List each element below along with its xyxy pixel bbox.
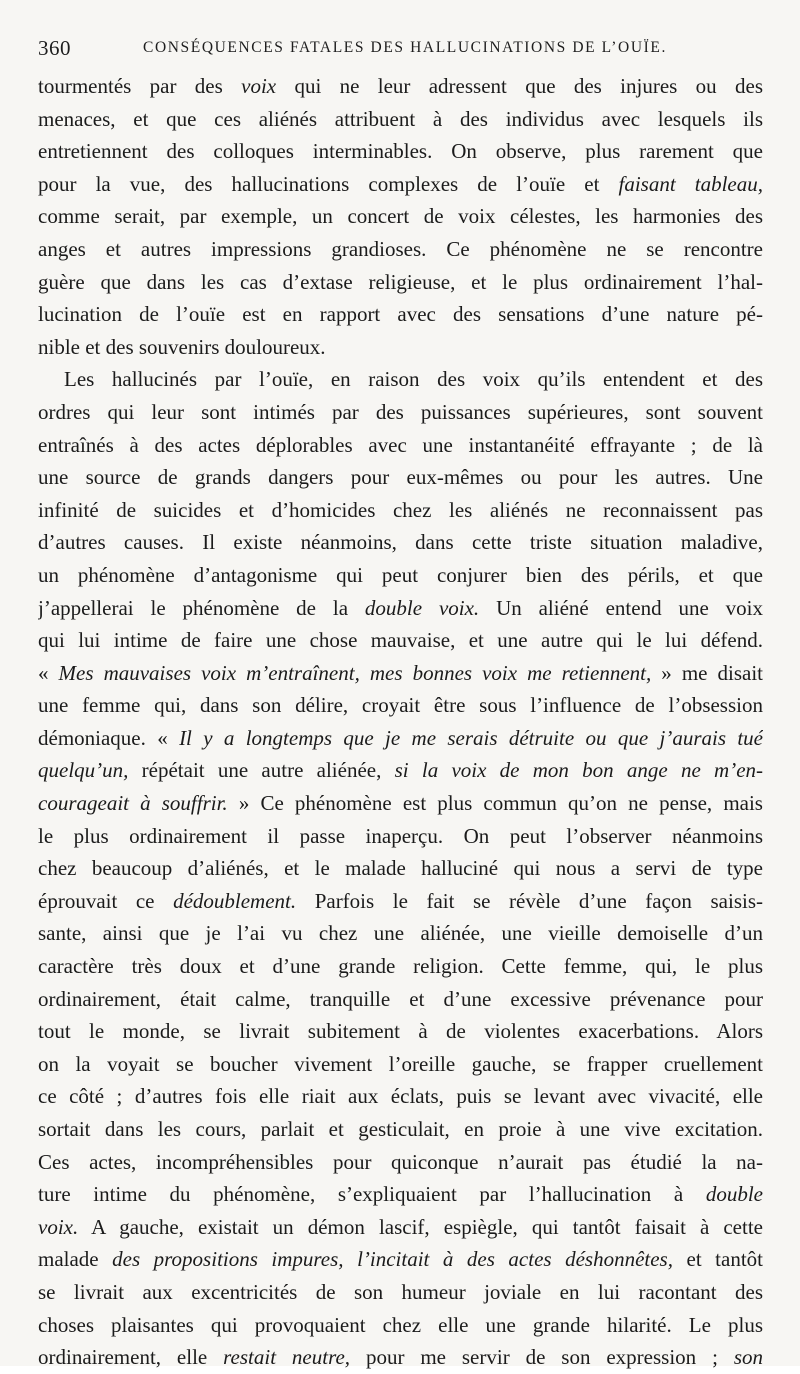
page-number: 360 [38, 36, 71, 60]
text-run: comme serait, par exemple, un concert de voix célestes, les harmonies des [38, 204, 763, 229]
text-line [38, 135, 763, 168]
text-line [38, 852, 763, 885]
text-run: tourmentés par des [38, 74, 242, 98]
text-run: une femme qui, dans son délire, croyait être sous l’influence de l’obsession [38, 693, 763, 718]
running-header [38, 36, 763, 66]
text-run: tout le monde, se livrait subitement à de violentes exacerbations. Alors [38, 1019, 763, 1044]
text-run: ce côté ; d’autres fois elle riait aux éclats, puis se levant avec vivacité, elle [38, 1084, 763, 1109]
text-run: pour me servir de son expression ; [350, 1345, 734, 1370]
text-run: « [38, 660, 59, 685]
text-run: et tantôt [672, 1247, 763, 1272]
text-line [38, 592, 763, 625]
text-run: sante, ainsi que je l’ai vu chez une aliénée, une vieille demoiselle d’un [38, 921, 763, 946]
text-run: répétait une autre aliénée, [128, 758, 395, 783]
text-run: Un aliéné entend une voix [479, 595, 763, 620]
text-line [38, 722, 763, 755]
italic-text: quelqu’un, [38, 758, 129, 783]
text-line [38, 1146, 763, 1179]
text-run: qui lui intime de faire une chose mauvaise, et une autre qui le lui défend. [38, 628, 763, 653]
text-line [38, 1309, 763, 1342]
text-run: menaces, et que ces aliénés attribuent à des individus avec lesquels ils [38, 106, 763, 131]
italic-text: des propositions impures, l’incitait à des actes déshonnêtes, [112, 1247, 673, 1272]
text-line [38, 70, 763, 103]
text-line [38, 1080, 763, 1113]
text-run: éprouvait ce [38, 888, 174, 913]
text-run: sortait dans les cours, parlait et gesticulait, en proie à une vive excitation. [38, 1117, 763, 1141]
text-line [38, 363, 763, 396]
text-run: » Ce phénomène est plus commun qu’on ne pense, mais [227, 791, 763, 816]
text-line [38, 689, 763, 722]
text-run: caractère très doux et d’une grande religion. Cette femme, qui, le plus [38, 954, 763, 979]
italic-text: dédoublement. [173, 888, 297, 913]
text-run: j’appellerai le phénomène de la [38, 595, 365, 620]
text-run: le plus ordinairement il passe inaperçu. On peut l’observer néanmoins [38, 823, 763, 848]
italic-text: Il y a longtemps que je me serais détruite ou que j’aurais tué [179, 725, 763, 750]
text-line [38, 1276, 763, 1309]
text-run: qui ne leur adressent que des injures ou des [276, 74, 763, 98]
text-line [38, 624, 763, 657]
text-line [38, 885, 763, 918]
text-run: un phénomène d’antagonisme qui peut conjurer bien des périls, et que [38, 562, 763, 587]
text-line [38, 266, 763, 299]
text-run: lucination de l’ouïe est en rapport avec des sensations d’une nature pé- [38, 302, 763, 327]
text-run: d’autres causes. Il existe néanmoins, dans cette triste situation maladive, [38, 530, 763, 555]
text-run: Les hallucinés par l’ouïe, en raison des voix qu’ils entendent et des [64, 367, 763, 392]
text-line [38, 1341, 763, 1374]
italic-text: voix [241, 74, 277, 98]
italic-text: courageait à souffrir. [38, 791, 228, 816]
body-text [38, 70, 763, 1374]
text-line [38, 298, 763, 331]
text-line [38, 917, 763, 950]
text-run: démoniaque. « [38, 725, 180, 750]
italic-text: double voix. [364, 595, 480, 620]
text-run: Parfois le fait se révèle d’une façon saisis- [296, 888, 763, 913]
text-run: choses plaisantes qui provoquaient chez elle une grande hilarité. Le plus [38, 1312, 763, 1337]
italic-text: voix. [38, 1214, 79, 1239]
text-run: malade [38, 1247, 113, 1272]
text-line [38, 657, 763, 690]
text-line [38, 1211, 763, 1244]
italic-text: restait neutre, [223, 1345, 351, 1370]
text-line [38, 494, 763, 527]
text-run: ordinairement, elle [38, 1345, 224, 1370]
text-line [38, 103, 763, 136]
text-line [38, 559, 763, 592]
text-run: pour la vue, des hallucinations complexes de l’ouïe et [38, 171, 619, 196]
text-line [38, 1015, 763, 1048]
text-line [38, 1243, 763, 1276]
text-line [38, 526, 763, 559]
text-line [38, 233, 763, 266]
italic-text: Mes mauvaises voix m’entraînent, mes bonnes voix me retiennent, [58, 660, 652, 685]
text-run: entretiennent des colloques interminables. On observe, plus rarement que [38, 139, 763, 164]
text-line [38, 200, 763, 233]
text-line [38, 754, 763, 787]
text-line [38, 787, 763, 820]
text-line [38, 461, 763, 494]
text-run: ordinairement, était calme, tranquille et d’une excessive prévenance pour [38, 986, 763, 1011]
text-run: anges et autres impressions grandioses. Ce phénomène ne se rencontre [38, 236, 763, 261]
text-line [38, 168, 763, 201]
italic-text: si la voix de mon bon ange ne m’en- [394, 758, 763, 783]
running-title: CONSÉQUENCES FATALES DES HALLUCINATIONS DE L’OUÏE. [143, 39, 667, 56]
text-line [38, 429, 763, 462]
text-line [38, 820, 763, 853]
text-run: on la voyait se boucher vivement l’oreille gauche, se frapper cruellement [38, 1051, 763, 1076]
text-run: une source de grands dangers pour eux-mêmes ou pour les autres. Une [38, 465, 763, 490]
text-line [38, 331, 763, 364]
text-run: infinité de suicides et d’homicides chez les aliénés ne reconnaissent pas [38, 497, 763, 522]
text-line [38, 983, 763, 1016]
italic-text: faisant tableau, [618, 171, 763, 196]
text-run: » me disait [651, 660, 763, 685]
text-run: guère que dans les cas d’extase religieuse, et le plus ordinairement l’hal- [38, 269, 763, 294]
text-run: ture intime du phénomène, s’expliquaient par l’hallucination à [38, 1182, 706, 1207]
text-run: A gauche, existait un démon lascif, espiègle, qui tantôt faisait à cette [78, 1214, 763, 1239]
text-line [38, 1113, 763, 1146]
text-run: entraînés à des actes déplorables avec une instantanéité effrayante ; de là [38, 432, 763, 457]
italic-text: son [733, 1345, 763, 1370]
text-line [38, 1048, 763, 1081]
text-run: chez beaucoup d’aliénés, et le malade halluciné qui nous a servi de type [38, 856, 763, 881]
text-line [38, 950, 763, 983]
text-run: se livrait aux excentricités de son humeur joviale en lui racontant des [38, 1279, 763, 1304]
text-run: nible et des souvenirs douloureux. [38, 334, 326, 359]
text-run: Ces actes, incompréhensibles pour quiconque n’aurait pas étudié la na- [38, 1149, 763, 1174]
text-run: ordres qui leur sont intimés par des puissances supérieures, sont souvent [38, 399, 763, 424]
text-line [38, 1178, 763, 1211]
italic-text: double [705, 1182, 763, 1207]
text-line [38, 396, 763, 429]
